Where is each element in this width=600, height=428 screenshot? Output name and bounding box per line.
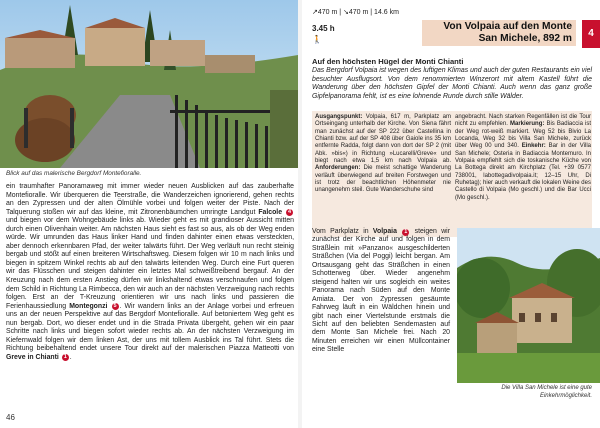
waypoint-marker: 4: [287, 209, 292, 216]
route-description-text: ein traumhafter Panoramaweg mit immer wieder neuen Ausblicken auf das zauberhafte Montefioralle. Wir überqueren die Teerstraße, die Wanderzeichen ignorierend, gehen rechts an den Zypressen und der alten Ölmühle vorbei und folgen weiter der Piste. Nach der Talquerung stoßen wir auf das kleine, mit Zitronenbäumchen umringte Landgut Falcole 4 und biegen vor dem Wohngebäude links ab. Wieder geht es mit grandioser Aussicht mitten durch einen Olivenhain weiter. Am nächsten Haus sieht es fast so aus, als ob der Weg enden würde. Wir umrunden das Haus linker Hand und finden dahinter einen etwas versteckten, aber dennoch erkennbaren Pfad, der weiter talwärts führt. Der Weg verläuft nun recht steinig bergab und stößt auf einen breiteren Wirtschaftsweg. Diesem folgen wir 10 m nach links und biegen in spitzem Winkel rechts ab auf den talwärts leitenden Weg. Durch eine Furt queren wir das Flüsschen und steigen dahinter ein letztes Mal schweißtreibend bergauf. An der Kreuzung nach dem ersten Anstieg dürfen wir linkshaltend etwas verschnaufen und folgen dem Schild in Richtung La Rimbecca, den wir auch an der nächsten Verzweigung nach rechts folgen. Erst an der T-Kreuzung orientieren wir uns nach links und passieren die Ferienhaussiedlung Montegonzi 5 . Wir wandern links an der Anlage vorbei und erfreuen uns an der neuen Perspektive auf das Bergdorf Montefioralle. Auf betoniertem Weg geht es nun bergab. Dort, wo dieser endet und in die Strada Privata übergeht, gehen wir ein paar Schritte nach links und biegen sofort wieder rechts ab. An der nächsten Verzweigung im Kiefernwald folgen wir dem linken Ast, der uns mit tollem Ausblick ins Tal führt. Stets die Richtung beibehaltend endet unsere Tour direkt auf der malerischen Piazza Matteotti von Greve in Chianti 1 .: [6, 183, 294, 361]
waypoint-marker: 1: [404, 228, 408, 235]
info-box: [312, 111, 592, 237]
route-stats: ↗470 m | ↘470 m | 14.6 km: [312, 9, 399, 16]
villa-photo-caption: Die Villa San Michele ist eine gute Einkehrmöglichkeit.: [501, 385, 592, 399]
left-page: [0, 0, 298, 428]
villa-image: [457, 228, 600, 383]
right-page: [302, 0, 600, 428]
waypoint-marker: 5: [113, 303, 117, 310]
route-title: Von Volpaia auf den Monte San Michele, 892 m: [422, 20, 576, 46]
duration: 3.45 h: [312, 24, 335, 33]
place-volpaia: Volpaia: [372, 228, 397, 235]
place-montegonzi: Montegonzi: [69, 302, 108, 310]
route-number-tab: 4: [582, 20, 600, 48]
villa-san-michele-photo: [457, 228, 600, 383]
photo-caption: Blick auf das malerische Bergdorf Montefioralle.: [6, 170, 142, 177]
waypoint-marker: 1: [63, 354, 67, 361]
info-column-right: angebracht. Nach starken Regenfällen ist die Tour nicht zu empfehlen. Markierung: Bis Badiaccia ist der Weg rot-weiß markiert. Weg 52 bis Bivio La Locanda, Weg 32 bis Villa San Michele, zurück über Weg 00 und 340. Einkehr: Bar in der Villa San Michele; Osteria in Badiaccia Montemuro. In Volpaia empfiehlt sich die toskanische Küche von La Bottega direkt am Kirchplatz (Tel. +39 0577 738001, labottegadivolpaia.it; 12–15 Uhr, Di Ruhetag); hier auch verkauft die lokalen Weine des Castello di Volpaia (Mo geschl.) und die Bar Ucci (Mo geschl.).: [455, 114, 592, 201]
place-falcole: Falcole: [258, 208, 283, 216]
route-start-text: Vom Parkplatz in Volpaia 1 steigen wir zunächst der Kirche auf und folgen in dem Sträßlein mit »Panzano« ausgeschilderten Sträßchen (Via del Poggi) leicht bergan. Am Ortsausgang geht das Sträßchen in einen Schotterweg über. Wieder angenehm steigend halten wir uns sogleich ein weites Panorama nach Süden auf den Monte Amiata. Der von Zypressen gesäumte Fahrweg läuft in ein Wäldchen hinein und gibt nach einer Viertelstunde erstmals die Sicht auf den beliebten Sendemasten auf dem Monte San Michele frei. Nach 20 Minuten erreichen wir einen Müllcontainer eine Stelle: [312, 228, 450, 354]
montefioralle-photo: [0, 0, 298, 168]
village-scene-image: [0, 0, 298, 168]
route-intro: Das Bergdorf Volpaia ist wegen des luftigen Klimas und auch der guten Restaurants ein viel besuchter Ausflugsort. Von dem renommierten Winzerort mit altem Kastell führt die Wanderung über den höchsten Gipfel der Monti Chianti. Auch wenn das ganz große Gipfelpanorama fehlt, ist es eine lohnende Runde durch stille Wälder.: [312, 67, 592, 100]
page-number: 46: [6, 413, 15, 422]
info-column-left: Ausgangspunkt: Volpaia, 617 m, Parkplatz am Ortseingang unterhalb der Kirche. Von Siena fährt man zunächst auf der SP 222 über Castellina in Chianti bzw. auf der SP 408 über Gaiole ins 35 km entfernte Radda, folgt dann von dort der SP 2 (mit Abk. »bis«) in Richtung »Lucarelli/Greve« und biegt nach etwa 1,5 km nach Volpaia ab. Anforderungen: Die meist schattige Wanderung verläuft überwiegend auf breiten Forstwegen und ist trotz der beachtlichen Höhenmeter nie unangenehm steil. Gute Wanderschuhe sind: [315, 114, 451, 194]
place-greve: Greve in Chianti: [6, 353, 59, 361]
route-header: [312, 20, 588, 46]
hiker-icon: 🚶: [312, 35, 322, 44]
route-subtitle: Auf den höchsten Hügel der Monti Chianti: [312, 57, 464, 66]
